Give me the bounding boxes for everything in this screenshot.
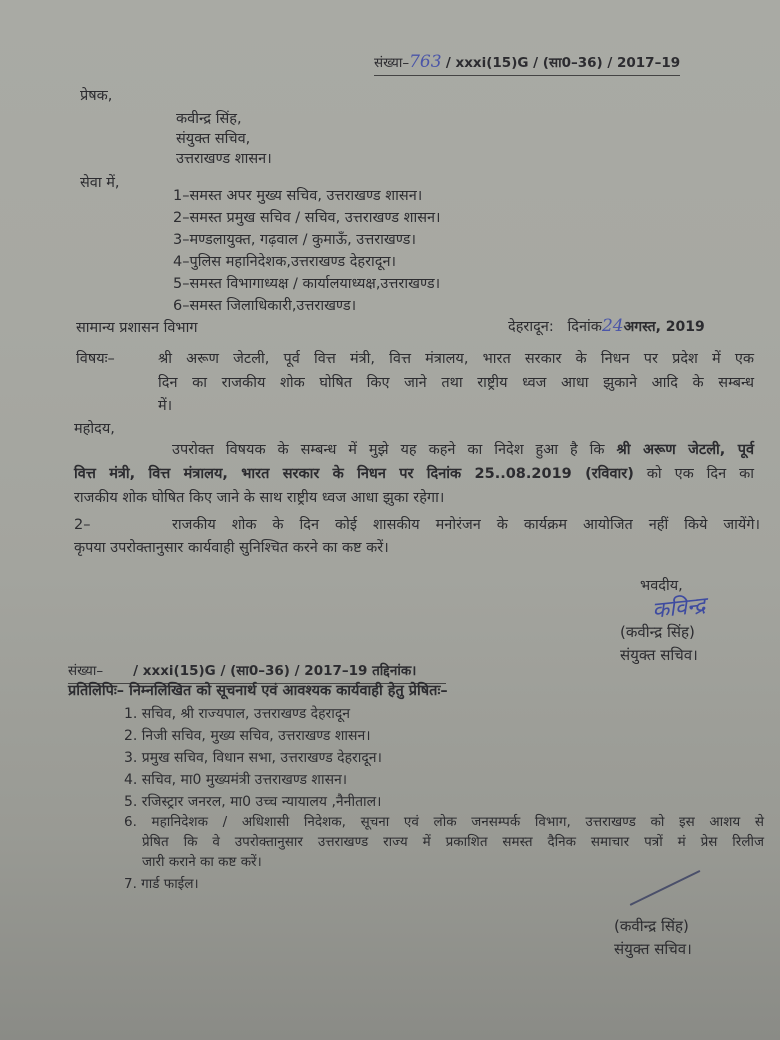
ref-prefix: संख्या– <box>374 55 410 71</box>
handwritten-date-day: 24 <box>601 316 624 336</box>
recipient-item: 2–समस्त प्रमुख सचिव / सचिव, उत्तराखण्ड शासन। <box>173 210 441 226</box>
para1-text: को एक दिन का <box>646 466 754 482</box>
place-date <box>508 316 705 337</box>
para2-line1: राजकीय शोक के दिन कोई शासकीय मनोरंजन के कार्यक्रम आयोजित नहीं किये जायेंगे। <box>172 517 760 533</box>
signature-stroke <box>630 870 701 906</box>
recipients-label: सेवा में, <box>80 175 120 191</box>
date-rest: अगस्त, 2019 <box>623 319 705 335</box>
para1-text: उपरोक्त विषयक के सम्बन्ध में मुझे यह कहने का निदेश हुआ है कि <box>172 442 605 458</box>
date-label: दिनांक <box>567 319 602 335</box>
para1-bold-text: वित्त मंत्री, वित्त मंत्रालय, भारत सरकार के निधन पर दिनांक 25..08.2019 (रविवार) <box>74 466 634 482</box>
copy-heading: प्रतिलिपिः– निम्नलिखित को सूचनार्थ एवं आवश्यक कार्यवाही हेतु प्रेषितः– <box>68 683 448 699</box>
para1-line3: राजकीय शोक घोषित किए जाने के साथ राष्ट्रीय ध्वज आधा झुका रहेगा। <box>74 490 445 506</box>
handwritten-ref-number: 763 <box>409 52 442 72</box>
copy-recipient-item-6-line: जारी कराने का कष्ट करें। <box>142 854 262 870</box>
sender-label: प्रेषक, <box>80 88 113 104</box>
valediction: भवदीय, <box>640 578 683 594</box>
copy-recipient-item-6-line: प्रेषित कि वे उपरोक्तानुसार उत्तराखण्ड राज्य में प्रकाशित समस्त दैनिक समाचार पत्रों मं प्रेस रिलीज <box>142 834 764 850</box>
copy-ref-suffix: / xxxi(15)G / (सा0–36) / 2017–19 तद्दिनांक। <box>133 663 417 679</box>
copy-recipient-item: 4. सचिव, मा0 मुख्यमंत्री उत्तराखण्ड शासन। <box>124 772 348 788</box>
sender-office: उत्तराखण्ड शासन। <box>176 151 272 167</box>
recipient-item: 3–मण्डलायुक्त, गढ़वाल / कुमाऊँ, उत्तराखण्ड। <box>173 232 416 248</box>
subject-line: श्री अरूण जेटली, पूर्व वित्त मंत्री, वित्त मंत्रालय, भारत सरकार के निधन पर प्रदेश में एक <box>158 351 754 367</box>
copy-recipient-item: 1. सचिव, श्री राज्यपाल, उत्तराखण्ड देहरादून <box>124 706 351 722</box>
copy-recipient-item: 3. प्रमुख सचिव, विधान सभा, उत्तराखण्ड देहरादून। <box>124 750 382 766</box>
copy-ref-prefix: संख्या– <box>68 663 104 679</box>
signatory-designation: संयुक्त सचिव। <box>620 646 698 664</box>
subject-label: विषयः– <box>76 351 115 367</box>
place: देहरादून: <box>508 319 554 335</box>
para1-line1 <box>172 440 754 460</box>
copy-recipient-item: 2. निजी सचिव, मुख्य सचिव, उत्तराखण्ड शासन। <box>124 728 371 744</box>
reference-number <box>374 52 680 76</box>
sender-designation: संयुक्त सचिव, <box>176 131 251 147</box>
signatory-name: (कवीन्द्र सिंह) <box>620 623 695 641</box>
recipient-item: 4–पुलिस महानिदेशक,उत्तराखण्ड देहरादून। <box>173 254 397 270</box>
para2-line2: कृपया उपरोक्तानुसार कार्यवाही सुनिश्चित करने का कष्ट करें। <box>74 540 389 556</box>
copy-recipient-item: 5. रजिस्ट्रार जनरल, मा0 उच्च न्यायालय ,नैनीताल। <box>124 794 382 810</box>
subject-line: में। <box>158 398 173 414</box>
para2-number: 2– <box>74 517 91 533</box>
recipient-item: 5–समस्त विभागाध्यक्ष / कार्यालयाध्यक्ष,उत्तराखण्ड। <box>173 276 441 292</box>
copy-signatory-name: (कवीन्द्र सिंह) <box>614 917 689 935</box>
subject-line: दिन का राजकीय शोक घोषित किए जाने तथा राष्ट्रीय ध्वज आधा झुकाने आदि के सम्बन्ध <box>158 375 754 391</box>
ref-suffix: / xxxi(15)G / (सा0–36) / 2017–19 <box>445 55 681 71</box>
signature: कविन्द्र <box>650 593 707 624</box>
copy-recipient-list <box>124 703 382 813</box>
salutation: महोदय, <box>74 421 115 437</box>
para1-bold-text: श्री अरूण जेटली, पूर्व <box>616 442 755 458</box>
recipient-item: 1–समस्त अपर मुख्य सचिव, उत्तराखण्ड शासन। <box>173 188 423 204</box>
copy-recipient-item-6-line: 6. महानिदेशक / अधिशासी निदेशक, सूचना एवं लोक जनसम्पर्क विभाग, उत्तराखण्ड को इस आशय से <box>124 814 764 830</box>
para1-line2 <box>74 464 754 484</box>
copy-signatory-designation: संयुक्त सचिव। <box>614 940 692 958</box>
department-name: सामान्य प्रशासन विभाग <box>76 320 198 336</box>
copy-recipient-item-7: 7. गार्ड फाईल। <box>124 876 199 892</box>
sender-name: कवीन्द्र सिंह, <box>176 111 242 127</box>
recipient-item: 6–समस्त जिलाधिकारी,उत्तराखण्ड। <box>173 298 357 314</box>
